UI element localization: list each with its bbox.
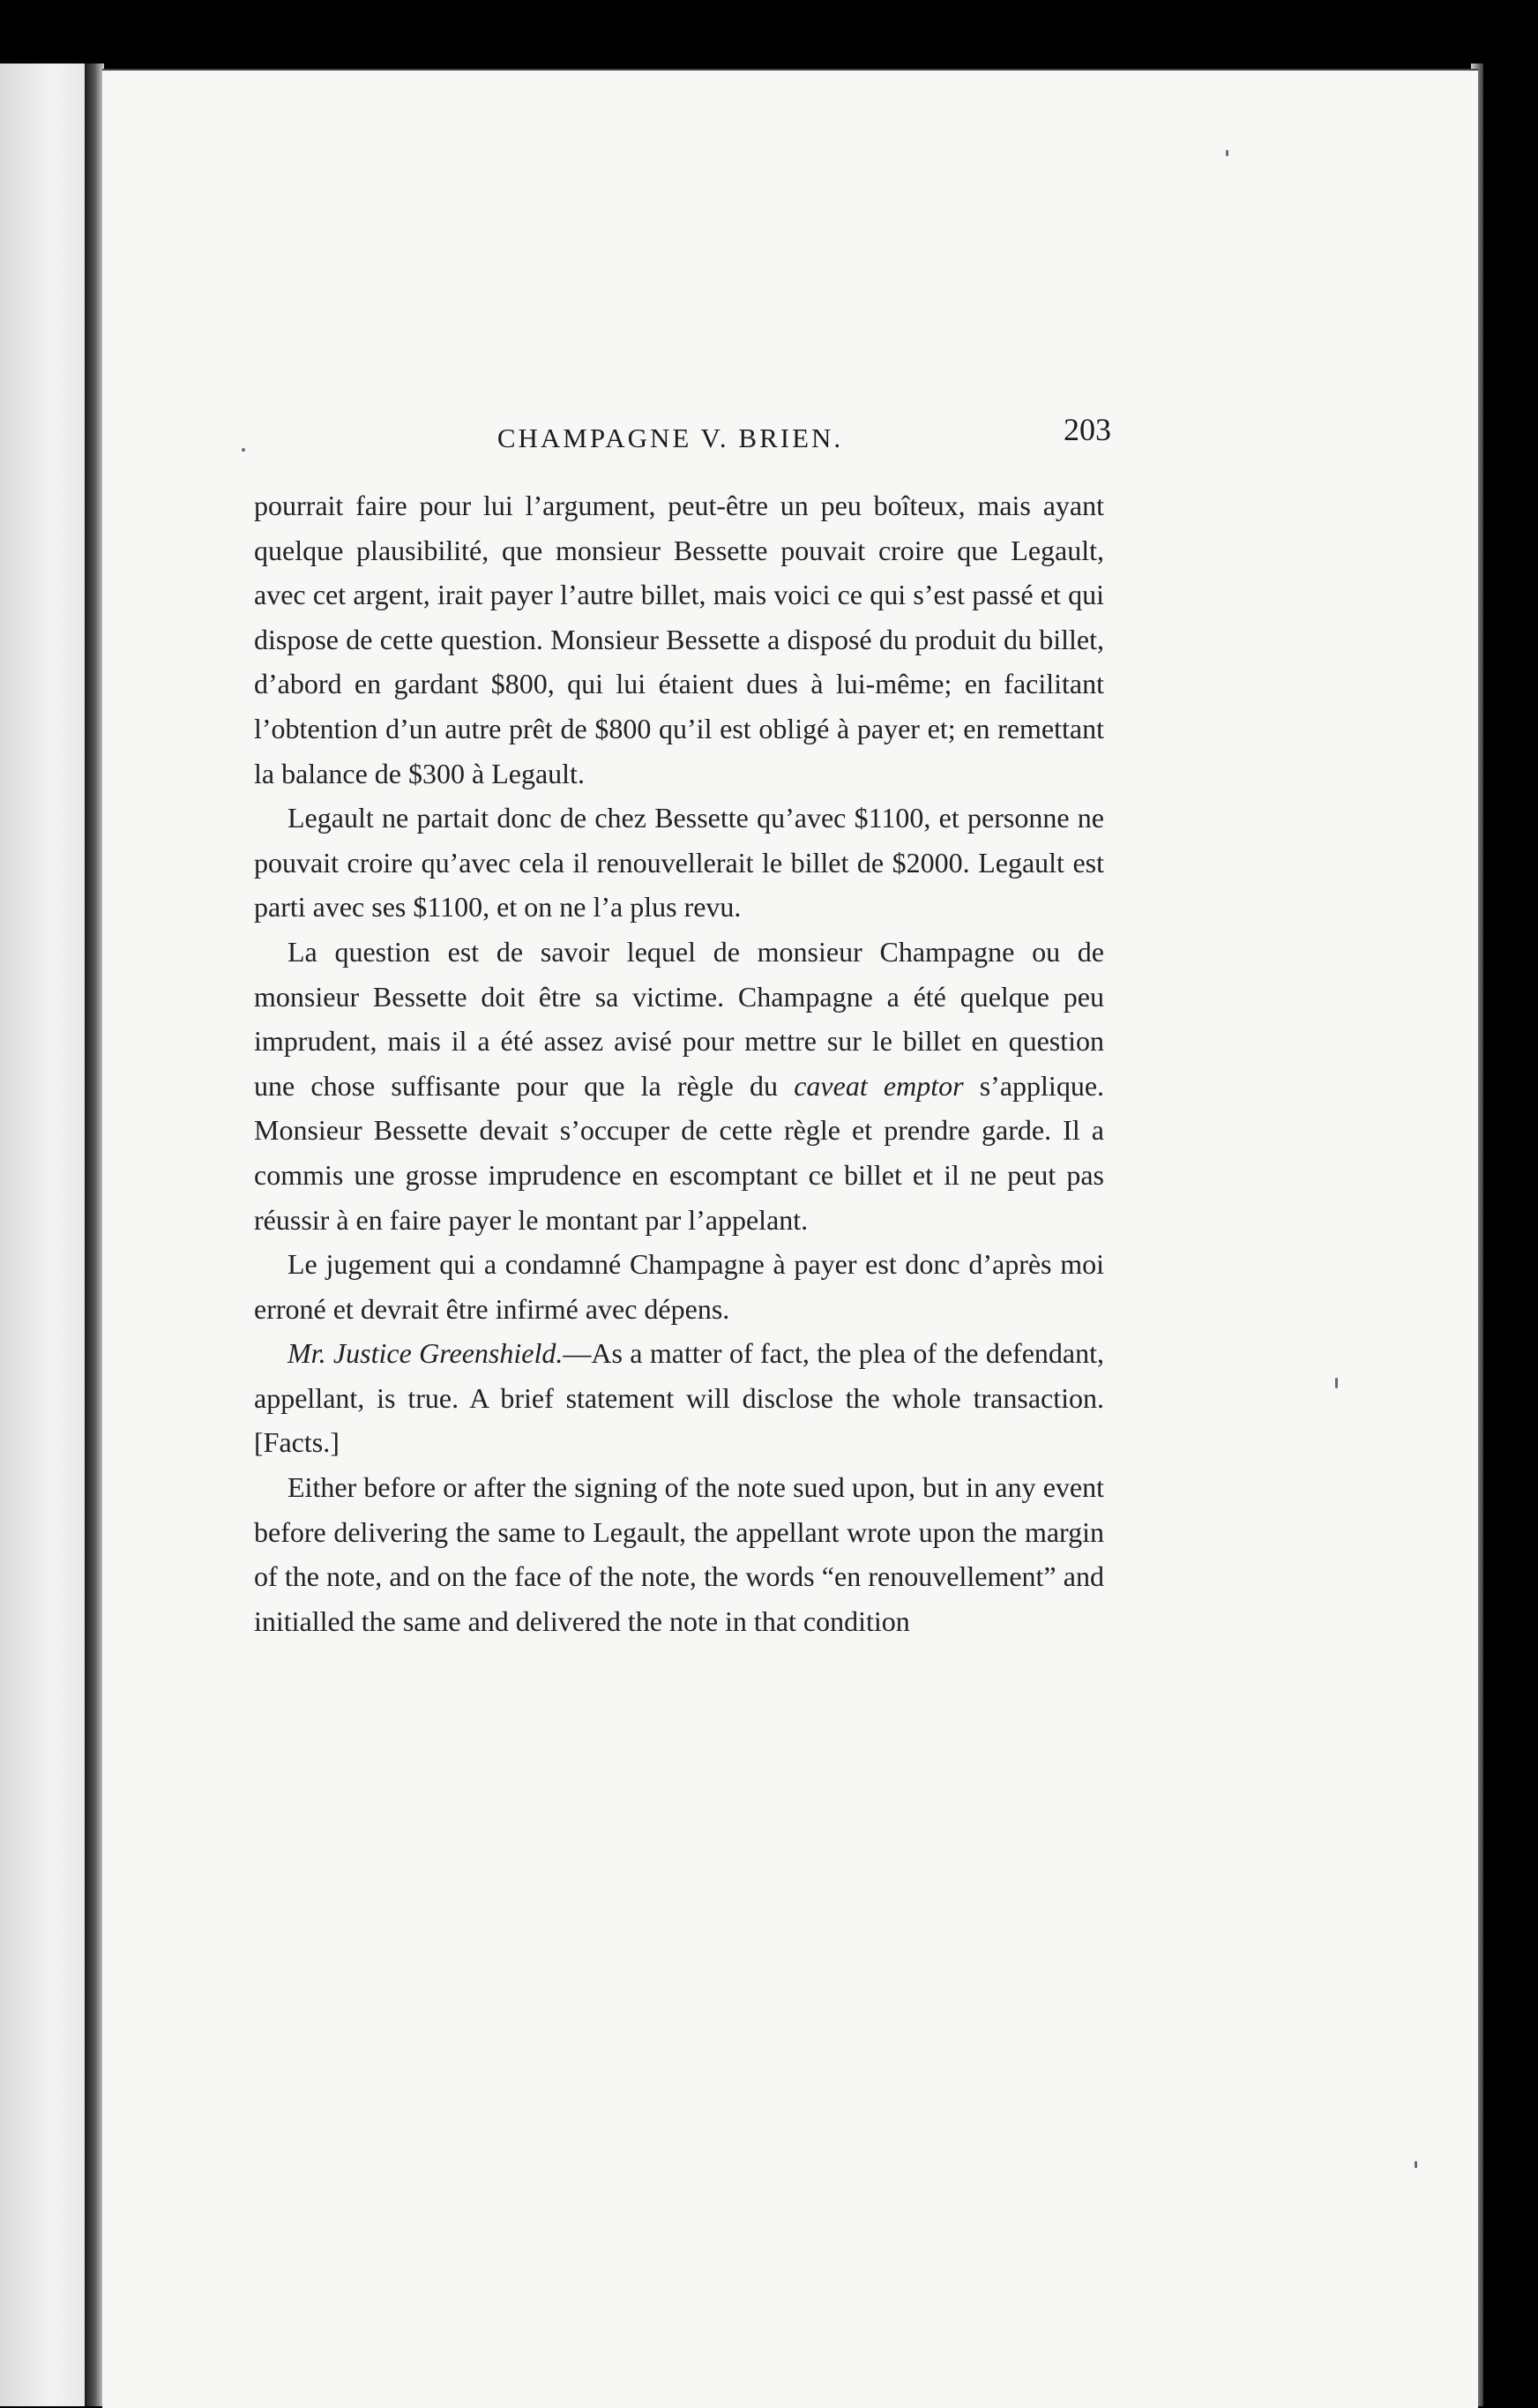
latin-phrase: caveat emptor: [794, 1069, 964, 1102]
paragraph: [254, 1331, 1104, 1465]
paragraph: Le jugement qui a condamné Champagne à payer est donc d’après moi erroné et devrait être infirmé avec dépens.: [254, 1248, 1104, 1325]
paragraph: [254, 930, 1104, 1242]
judge-name: Mr. Justice Greenshield.: [287, 1337, 564, 1370]
body-text: [254, 483, 1104, 1643]
paragraph: Legault ne partait donc de chez Bessette qu’avec $1100, et personne ne pouvait croire qu’avec cela il renouvellerait le billet de $2000. Legault est parti avec ses $1100, et on ne l’a plus revu.: [254, 802, 1104, 924]
running-head-title: CHAMPAGNE V. BRIEN.: [496, 423, 844, 453]
paragraph-text: La question est de savoir lequel de monsieur Champagne ou de monsieur Bessette doit être sa victime. Champagne a été quelque peu imprudent, mais il a été assez avisé pour mettre sur le billet en question une chose suffisante pour que la règle du: [254, 935, 1104, 1102]
paragraph: Either before or after the signing of the note sued upon, but in any event before delivering the same to Legault, the appellant wrote upon the margin of the note, and on the face of the note, the words “en renouvellement” and initialled the same and delivered the note in that condition: [254, 1471, 1104, 1637]
previous-page-edge: [0, 64, 85, 2406]
dust-speck: [1335, 1378, 1338, 1388]
paragraph-text: —As a matter of fact, the plea of the defendant, appellant, is true. A brief statement will disclose the whole transaction. [Facts.]: [254, 1337, 1105, 1459]
running-head: [256, 416, 1102, 460]
page-gutter-shadow: [85, 64, 104, 2406]
page-number: 203: [1064, 412, 1111, 447]
dust-speck: [1226, 150, 1228, 156]
paragraph: pourrait faire pour lui l’argument, peut-être un peu boîteux, mais ayant quelque plausibilité, que monsieur Bessette pouvait croire que Legault, avec cet argent, irait payer l’autre billet, mais voici ce qui s’est passé et qui dispose de cette question. Monsieur Bessette a disposé du produit du billet, d’abord en gardant $800, qui lui étaient dues à lui-même; en facilitant l’obtention d’un autre prêt de $800 qu’il est obligé à payer et; en remettant la balance de $300 à Legault.: [254, 490, 1104, 789]
paragraph-text: s’applique. Monsieur Bessette devait s’occuper de cette règle et prendre garde. Il a commis une grosse imprudence en escomptant ce billet et il ne peut pas réussir à en faire payer le montant par l’appelant.: [254, 1069, 1105, 1236]
dust-speck: [1415, 2161, 1417, 2168]
dust-speck: [242, 448, 245, 452]
